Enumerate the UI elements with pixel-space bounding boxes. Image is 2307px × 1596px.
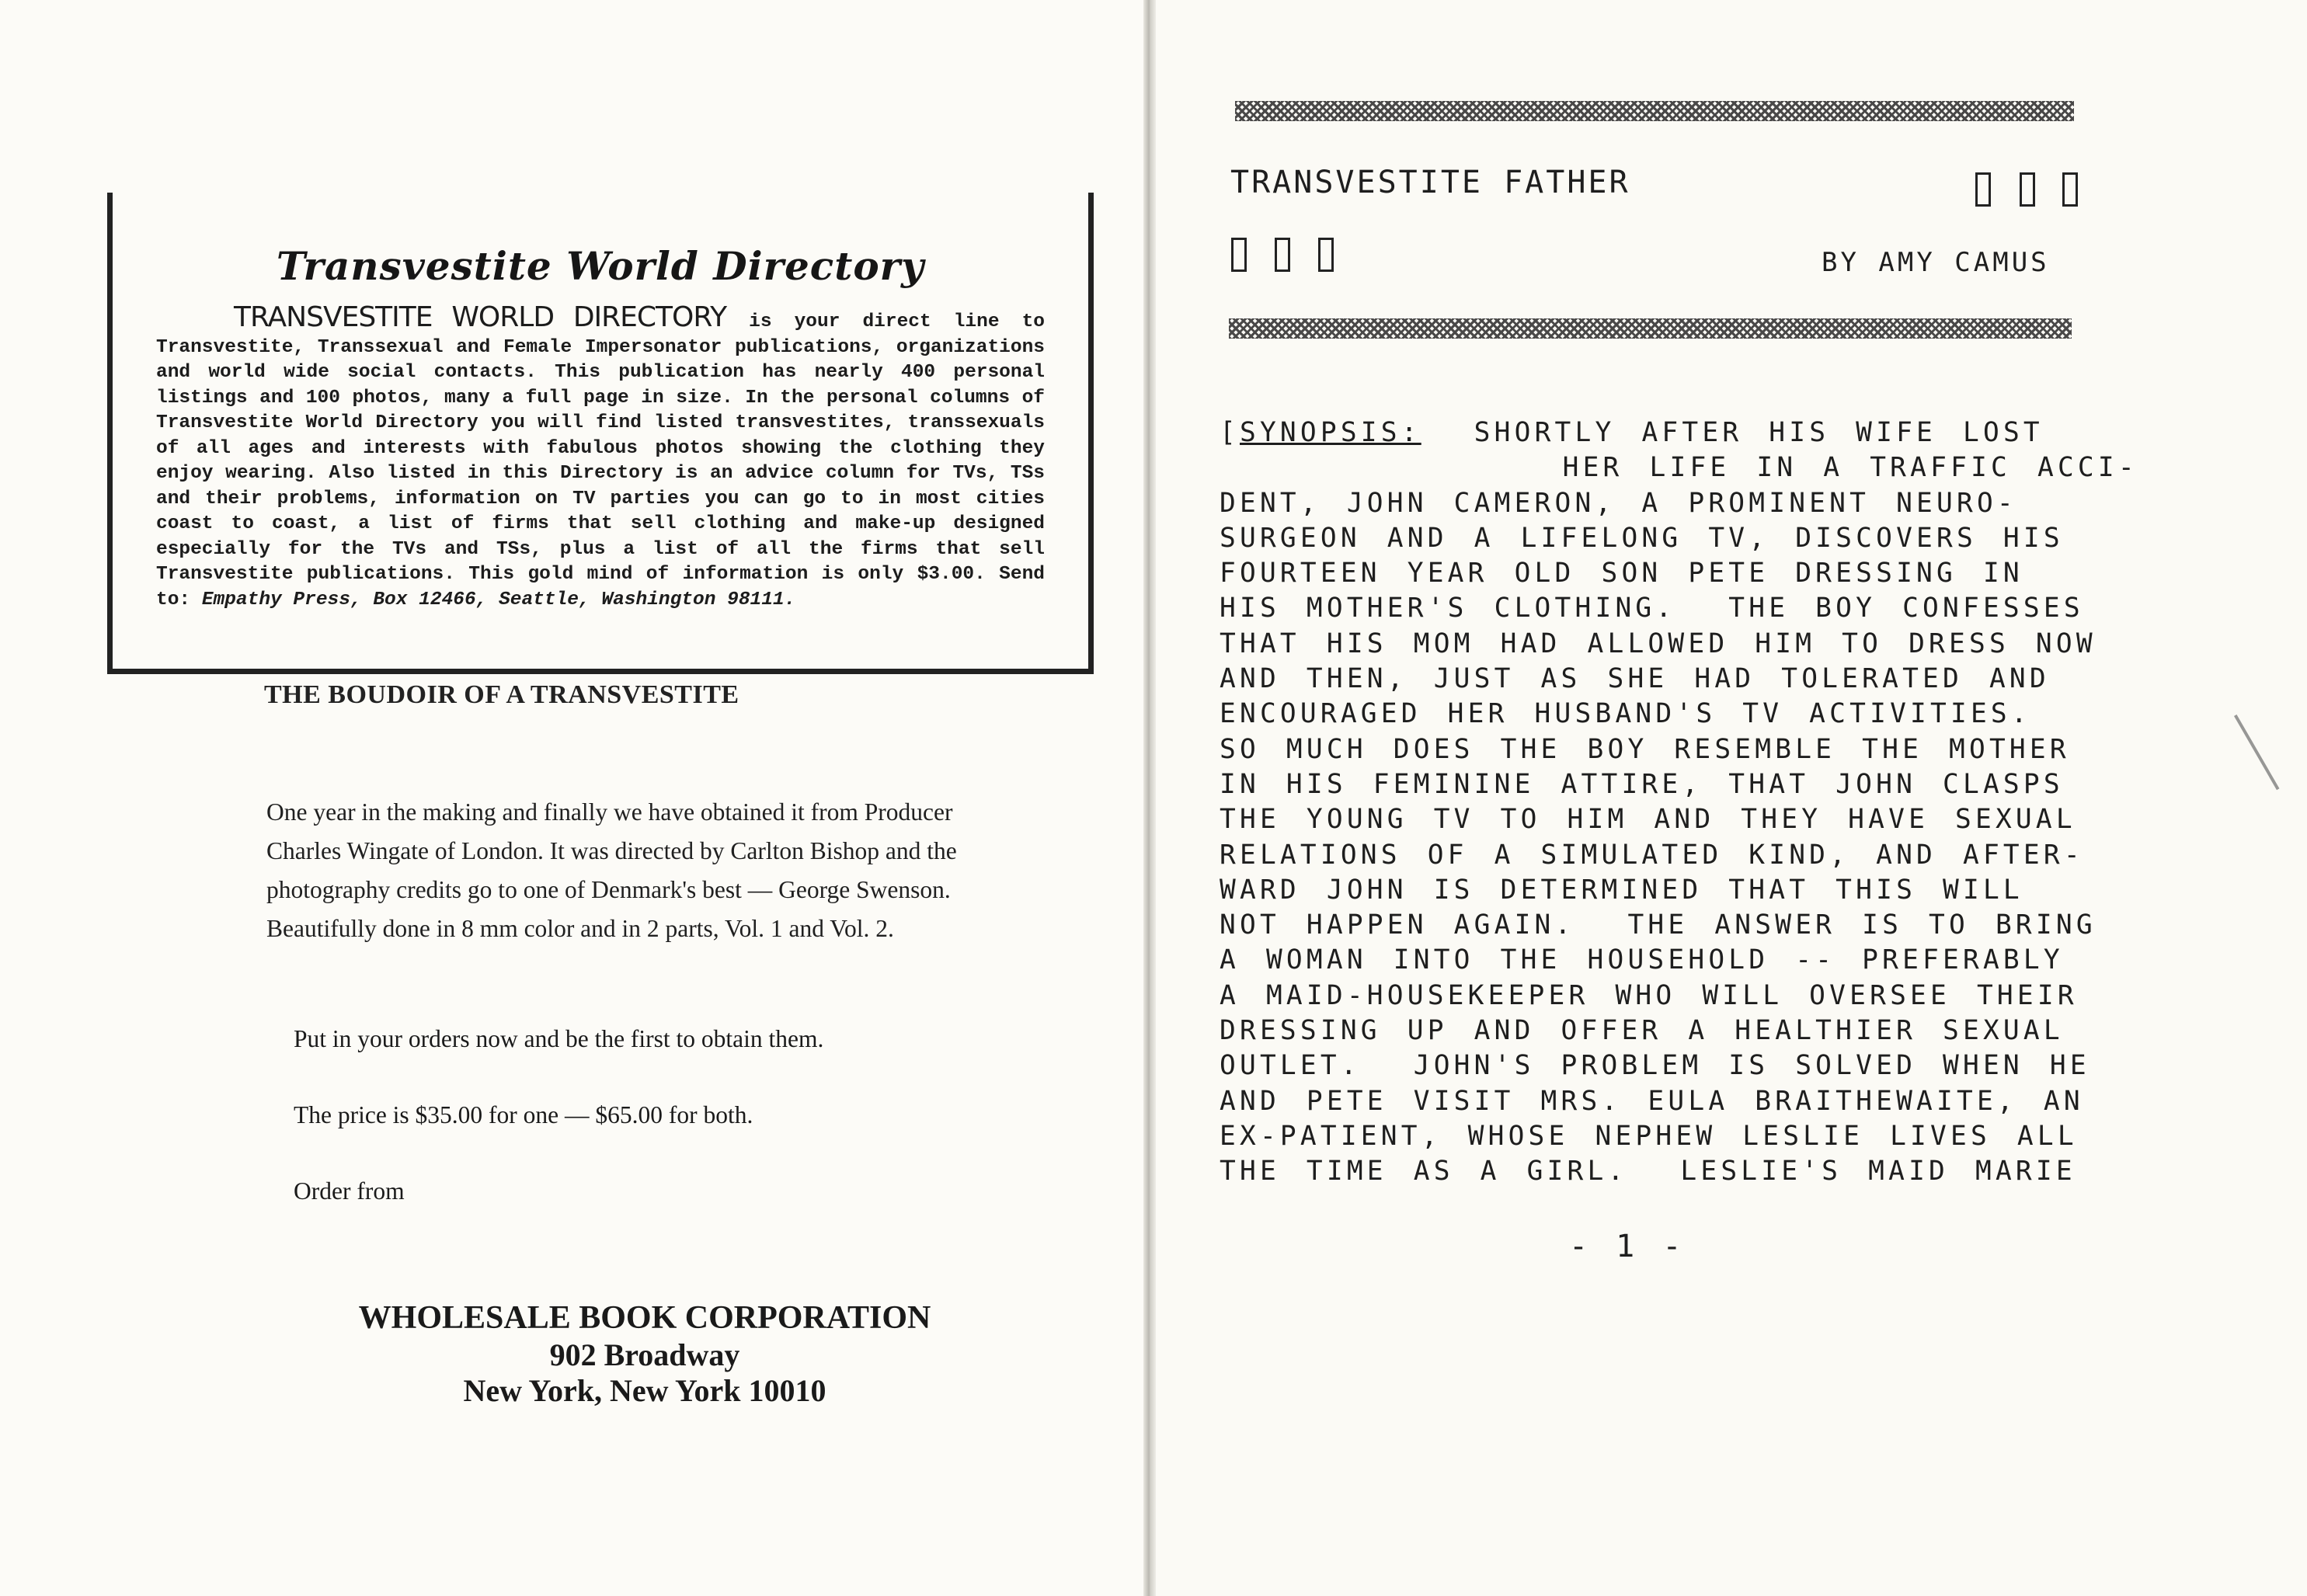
story-title: TRANSVESTITE FATHER bbox=[1230, 165, 1630, 200]
left-page bbox=[0, 0, 1143, 1596]
synopsis: [SYNOPSIS: SHORTLY AFTER HIS WIFE LOST HER LIFE IN A TRAFFIC ACCI- DENT, JOHN CAMERON, A PROMINENT NEURO- SURGEON AND A LIFELONG TV, DISCOVERS HIS FOURTEEN YEAR OLD SON PETE DRESSING IN HIS MOTHER'S CLOTHING. THE BOY CONFESSES THAT HIS MOM HAD ALLOWED HIM TO DRESS NOW AND THEN, JUST AS SHE HAD TOLERATED AND ENCOURAGED HER HUSBAND'S TV ACTIVITIES. SO MUCH DOES THE BOY RESEMBLE THE MOTHER IN HIS FEMININE ATTIRE, THAT JOHN CLASPS THE YOUNG TV TO HIM AND THEY HAVE SEXUAL RELATIONS OF A SIMULATED KIND, AND AFTER- WARD JOHN IS DETERMINED THAT THIS WILL NOT HAPPEN AGAIN. THE ANSWER IS TO BRING A WOMAN INTO THE HOUSEHOLD -- PREFERABLY A MAID-HOUSEKEEPER WHO WILL OVERSEE THEIR DRESSING UP AND OFFER A HEALTHIER SEXUAL OUTLET. JOHN'S PROBLEM IS SOLVED WHEN HE AND PETE VISIT MRS. EULA BRAITHEWAITE, AN EX-PATIENT, WHOSE NEPHEW LESLIE LIVES ALL THE TIME AS A GIRL. LESLIE'S MAID MARIE bbox=[1220, 417, 2138, 1187]
ad-body bbox=[156, 301, 1045, 613]
company-city: New York, New York 10010 bbox=[463, 1373, 826, 1408]
square-glyph-icon bbox=[1318, 238, 1334, 272]
company-name: WHOLESALE BOOK CORPORATION bbox=[358, 1300, 931, 1336]
orders-line: Put in your orders now and be the first to obtain them. bbox=[294, 1025, 824, 1052]
company-street: 902 Broadway bbox=[549, 1337, 740, 1372]
boudoir-paragraph bbox=[266, 793, 1012, 948]
synopsis-text: HER LIFE IN A TRAFFIC ACCI- DENT, JOHN CAMERON, A PROMINENT NEURO- SURGEON AND A LIFELONG TV, DISCOVERS HIS FOURTEEN YEAR OLD SON PETE DRESSING IN HIS MOTHER'S CLOTHING. THE BOY CONFESSES THAT HIS MOM HAD ALLOWED HIM TO DRESS NOW AND THEN, JUST AS SHE HAD TOLERATED AND ENCOURAGED HER HUSBAND'S TV ACTIVITIES. SO MUCH DOES THE BOY RESEMBLE THE MOTHER IN HIS FEMININE ATTIRE, THAT JOHN CLASPS THE YOUNG TV TO HIM AND THEY HAVE SEXUAL RELATIONS OF A SIMULATED KIND, AND AFTER- WARD JOHN IS DETERMINED THAT THIS WILL NOT HAPPEN AGAIN. THE ANSWER IS TO BRING A WOMAN INTO THE HOUSEHOLD -- PREFERABLY A MAID-HOUSEKEEPER WHO WILL OVERSEE THEIR DRESSING UP AND OFFER A HEALTHIER SEXUAL OUTLET. JOHN'S PROBLEM IS SOLVED WHEN HE AND PETE VISIT MRS. EULA BRAITHEWAITE, AN EX-PATIENT, WHOSE NEPHEW LESLIE LIVES ALL THE TIME AS A GIRL. LESLIE'S MAID MARIE bbox=[1220, 452, 2138, 1187]
synopsis-label: SYNOPSIS: bbox=[1239, 417, 1421, 448]
page-number: - 1 - bbox=[1569, 1229, 1686, 1264]
ad-address: Empathy Press, Box 12466, Seattle, Washington 98111. bbox=[201, 589, 796, 610]
ad-title: Transvestite World Directory bbox=[276, 243, 925, 289]
byline: BY AMY CAMUS bbox=[1822, 247, 2050, 278]
decorative-border-bottom bbox=[1229, 318, 2072, 339]
boudoir-text: One year in the making and finally we have obtained it from Producer Charles Wingate of London. It was directed by Carlton Bishop and the photography credits go to one of Denmark's best — George Swenson. Beautifully done in 8 mm color and in 2 parts, Vol. 1 and Vol. 2. bbox=[266, 798, 957, 942]
square-glyph-icon bbox=[2020, 172, 2035, 207]
square-glyph-icon bbox=[1231, 238, 1247, 272]
boudoir-heading: THE BOUDOIR OF A TRANSVESTITE bbox=[264, 680, 739, 709]
company-address-block bbox=[256, 1299, 1033, 1409]
square-glyph-icon bbox=[2062, 172, 2078, 207]
book-gutter bbox=[1143, 0, 1156, 1596]
directory-ad-box bbox=[107, 193, 1094, 674]
ad-text: is your direct line to Transvestite, Transsexual and Female Impersonator publications, organizations and world wide social contacts. This publication has nearly 400 personal listings and 100 photos, many a full page in size. In the personal columns of Transvestite World Directory you will find listed transvestites, transsexuals of all ages and interests with fabulous photos showing the clothing they enjoy wearing. Also listed in this Directory is an advice column for TVs, TSs and their problems, information on TV parties you can go to in most cities coast to coast, a list of firms that sell clothing and make-up designed especially for the TVs and TSs, plus a list of all the firms that sell Transvestite publications. This gold mind of information is only $3.00. Send to: bbox=[156, 311, 1045, 610]
order-from-line: Order from bbox=[294, 1177, 405, 1205]
square-glyph-icon bbox=[1275, 238, 1290, 272]
price-line: The price is $35.00 for one — $65.00 for both. bbox=[294, 1101, 753, 1128]
square-glyph-icon bbox=[1975, 172, 1991, 207]
synopsis-first-line: SHORTLY AFTER HIS WIFE LOST bbox=[1421, 417, 2044, 448]
ad-lead: TRANSVESTITE WORLD DIRECTORY bbox=[234, 301, 727, 333]
decorative-border-top bbox=[1235, 101, 2074, 121]
